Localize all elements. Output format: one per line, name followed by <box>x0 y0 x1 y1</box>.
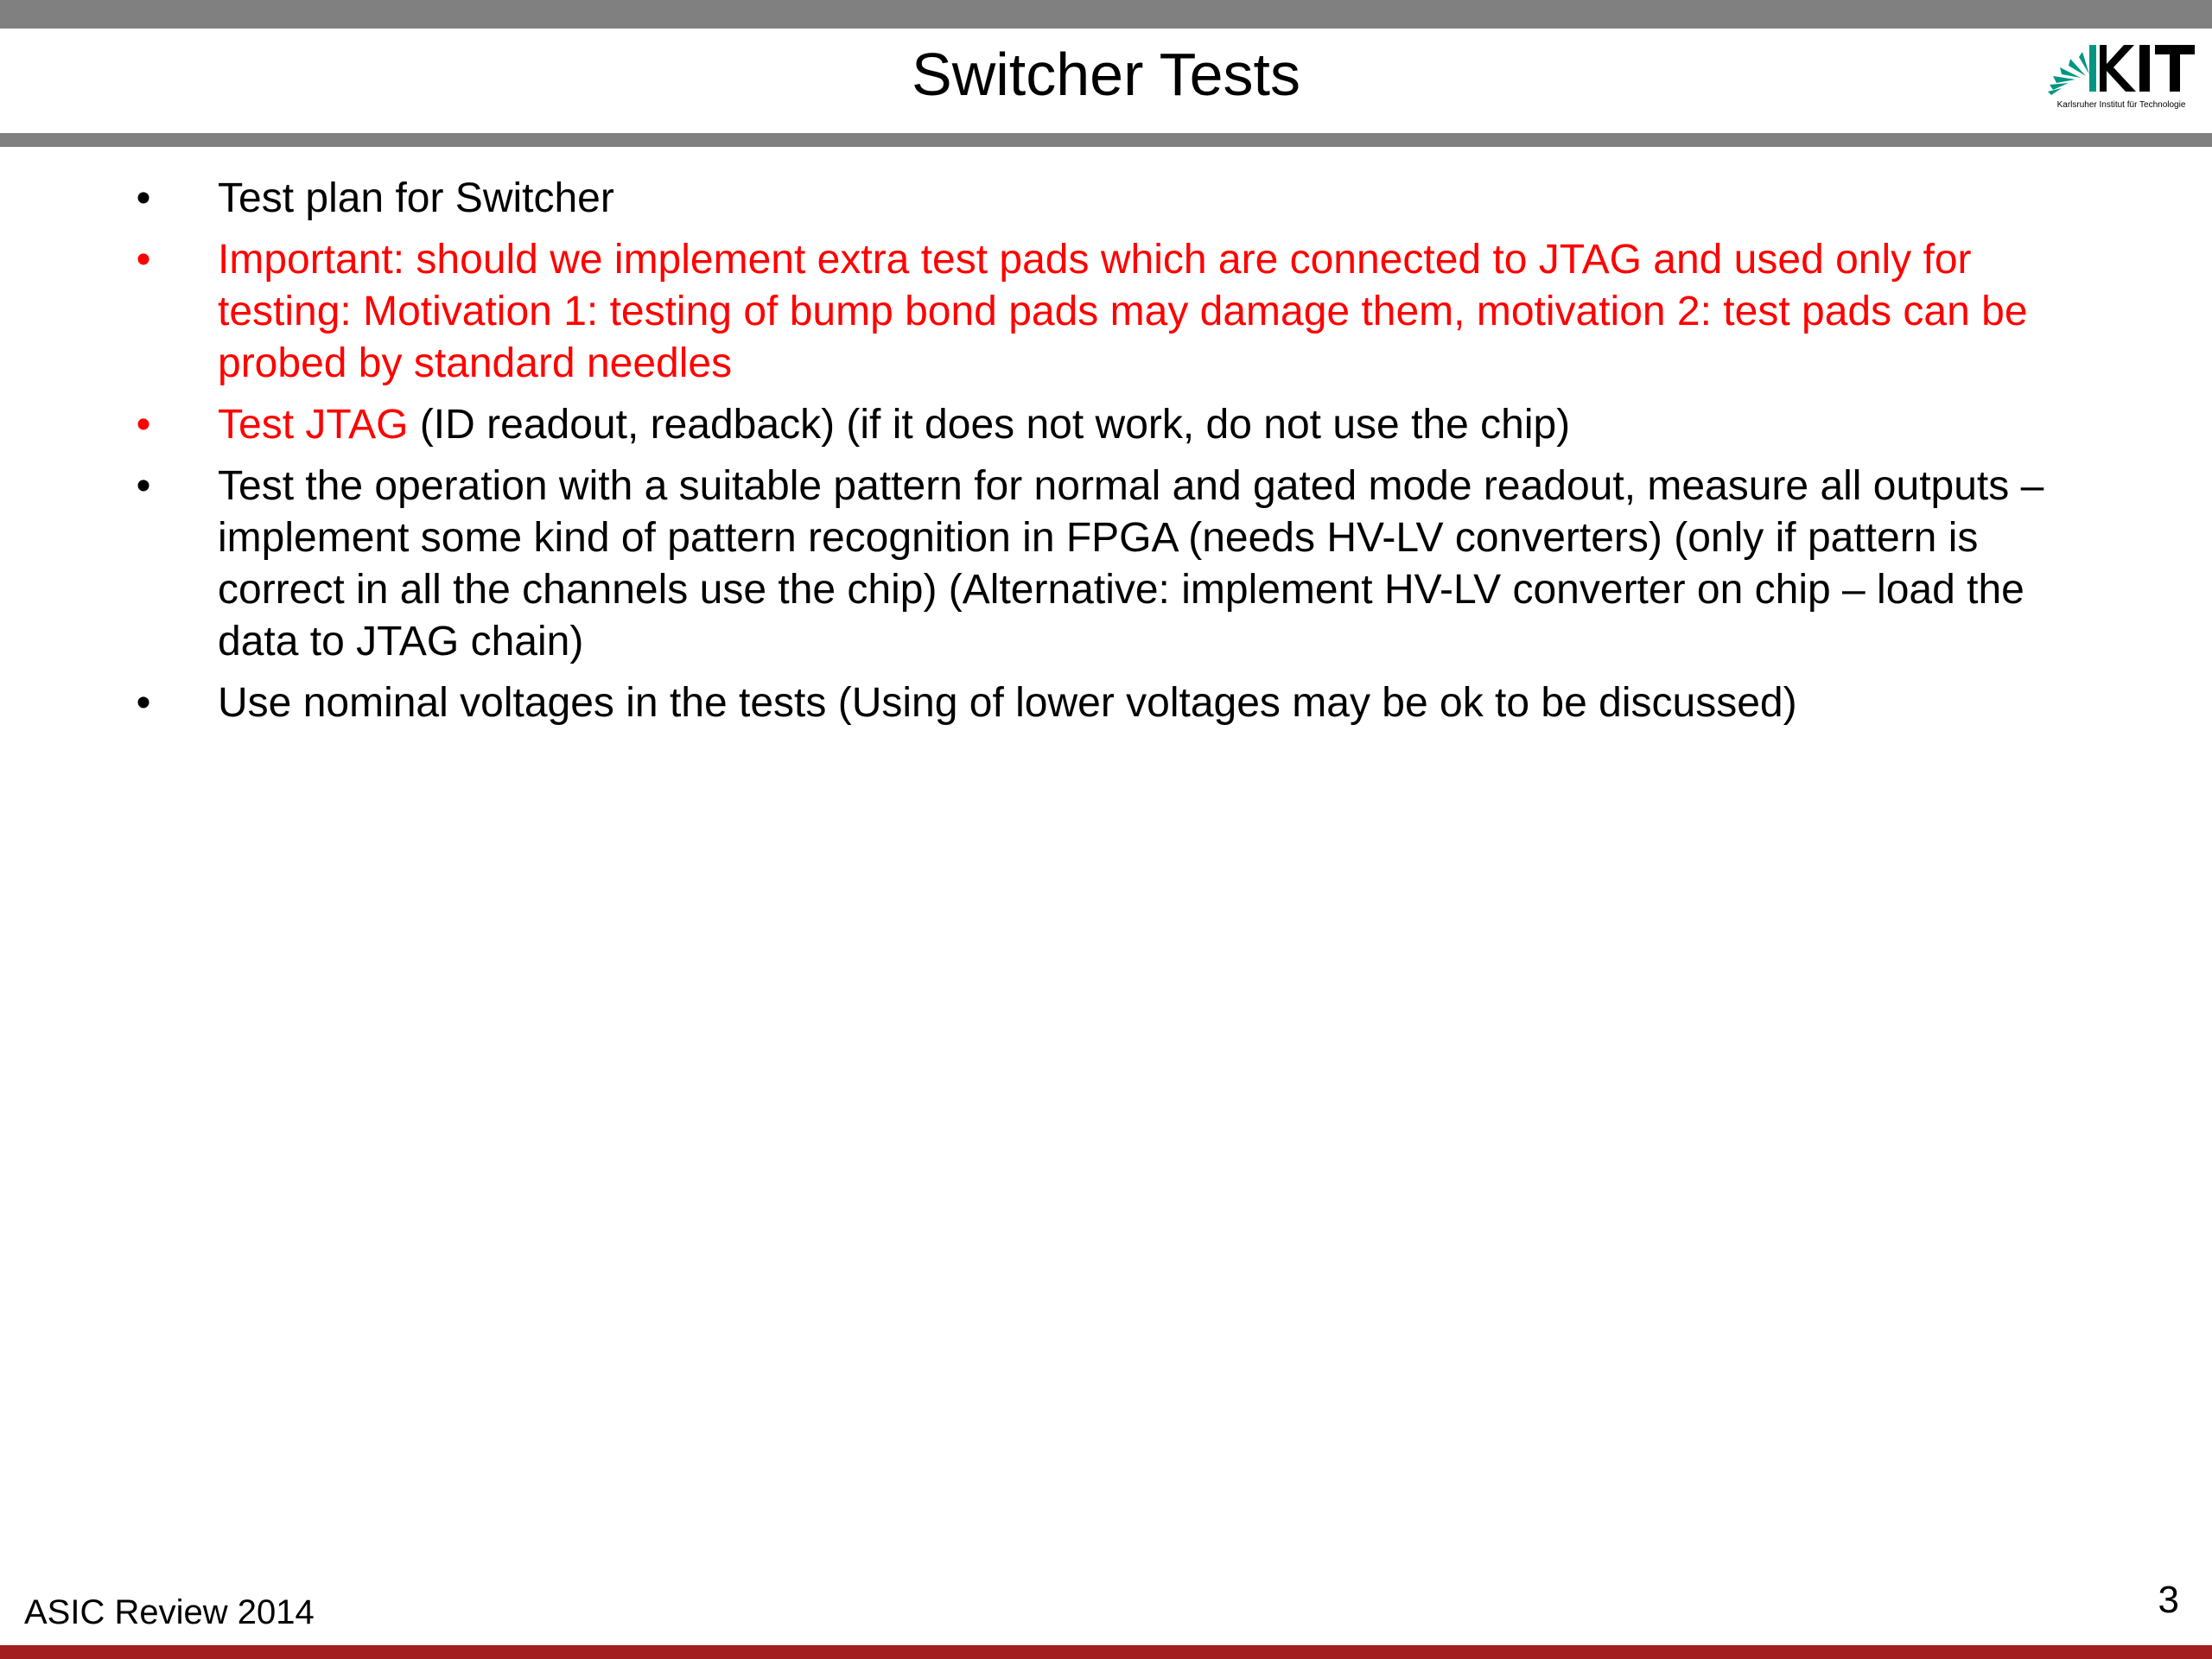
bullet-item <box>0 234 2212 390</box>
bullet-item <box>0 173 2212 225</box>
kit-logo-wordmark <box>2100 45 2195 92</box>
bullet-item <box>0 461 2212 668</box>
bullet-list <box>0 173 2212 739</box>
bullet-item <box>0 677 2212 729</box>
slide-title: Switcher Tests <box>912 41 1300 108</box>
page-number: 3 <box>2158 1579 2179 1621</box>
bullet-text: Important: should we implement extra test pads which are connected to JTAG and used only for testing: Motivation 1: testing of bump bond pads may damage them, motivation 2: test pads can be probed by standard needles <box>218 237 2028 386</box>
header-rule <box>0 133 2212 147</box>
bottom-bar <box>0 1645 2212 1659</box>
bullet-text: (ID readout, readback) (if it does not work, do not use the chip) <box>408 402 1571 448</box>
bullet-text: Test plan for Switcher <box>218 175 614 221</box>
bullet-item <box>0 399 2212 451</box>
bullet-marker: • <box>136 680 151 726</box>
bullet-marker: • <box>136 402 151 448</box>
kit-logo-sunrays <box>2048 45 2096 95</box>
logo-caption: Karlsruher Institut für Technologie <box>2056 100 2186 110</box>
bullet-marker: • <box>136 463 151 509</box>
bullet-marker: • <box>136 237 151 283</box>
bullet-marker: • <box>136 175 151 221</box>
top-bar <box>0 0 2212 29</box>
bullet-text: Test JTAG <box>218 402 409 448</box>
bullet-text: Test the operation with a suitable pattern for normal and gated mode readout, measure all outputs – implement some kind of pattern recognition in FPGA (needs HV-LV converters) (only if pattern is correct in all the channels use the chip) (Alternative: implement HV-LV converter on chip – load the data to JTAG chain) <box>218 463 2044 664</box>
bullet-text: Use nominal voltages in the tests (Using of lower voltages may be ok to be discussed) <box>218 680 1797 726</box>
footer-text: ASIC Review 2014 <box>24 1593 315 1631</box>
